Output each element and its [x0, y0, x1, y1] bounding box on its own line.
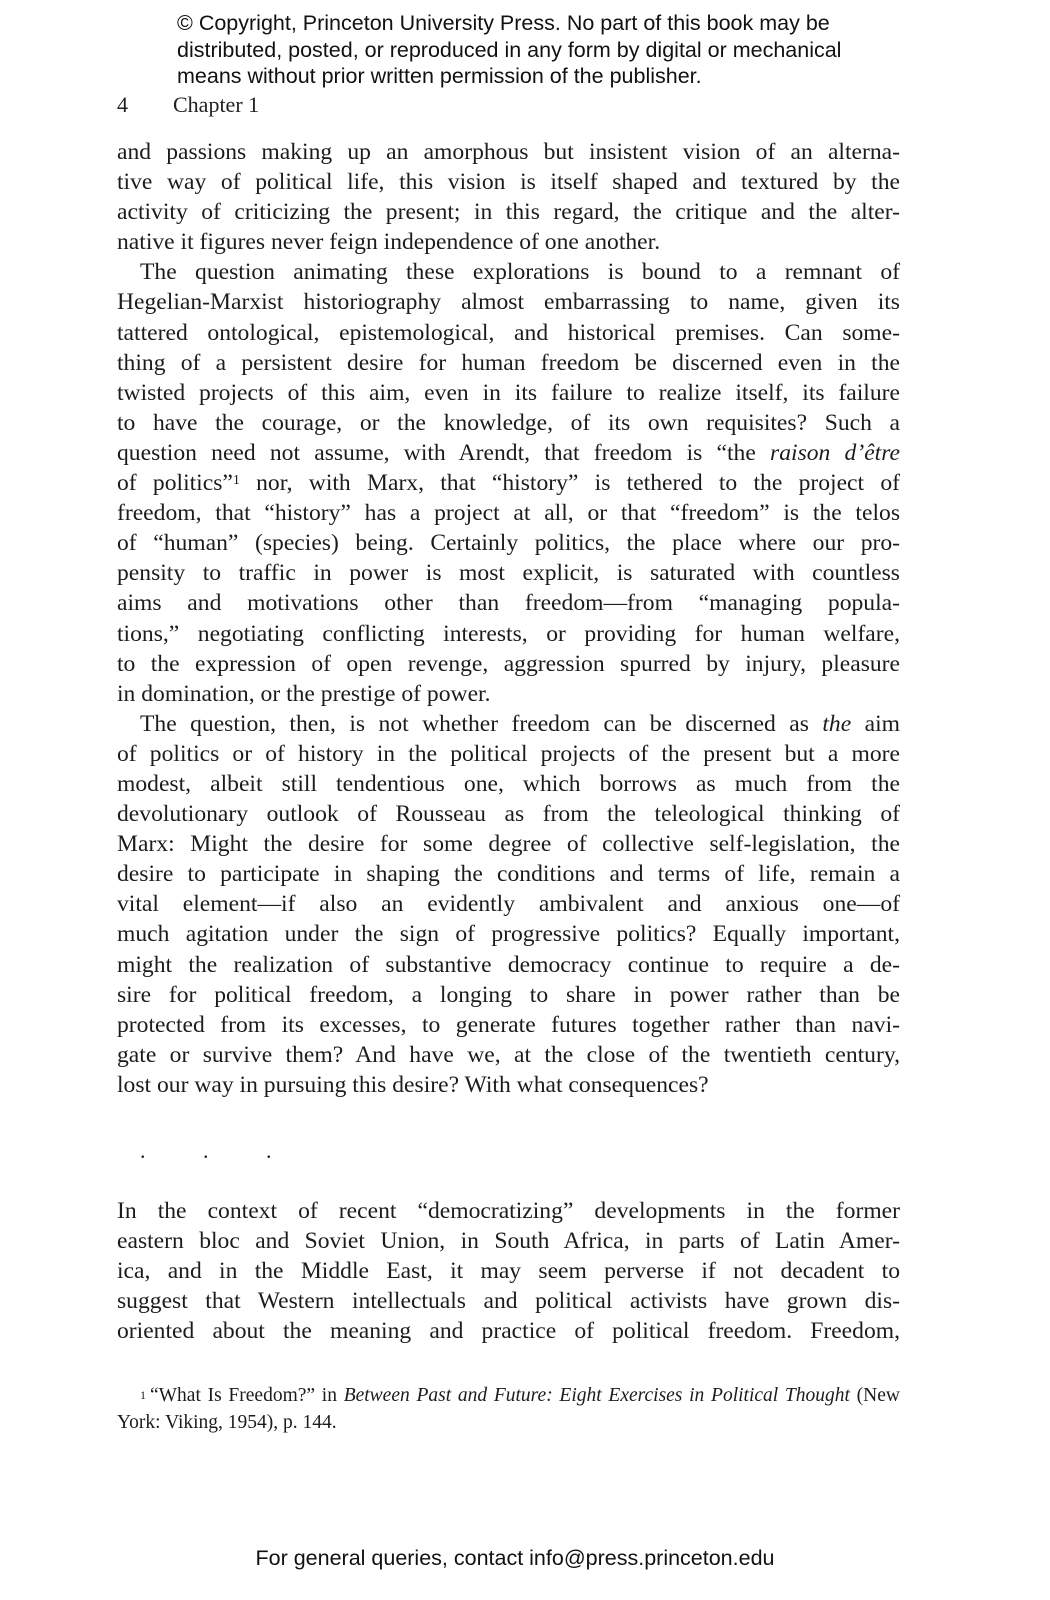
italic-text: raison d’être [770, 439, 900, 466]
text-line [117, 498, 900, 528]
page-number: 4 [117, 92, 128, 117]
text-line [117, 739, 900, 769]
italic-text: the [822, 710, 852, 737]
text-line-content: to have the courage, or the knowledge, of its own requisites? Such a [117, 409, 900, 436]
text-line [117, 197, 900, 227]
text-line [117, 468, 900, 498]
text-line-content: tions,” negotiating conflicting interests, or providing for human welfare, [117, 620, 900, 647]
text-line [117, 709, 900, 739]
text-line-content: of “human” (species) being. Certainly politics, the place where our pro- [117, 530, 900, 557]
text-line [117, 889, 900, 919]
text-line-content: desire to participate in shaping the conditions and terms of life, remain a [117, 861, 900, 888]
text-line-content: of politics”$^1$ nor, with Marx, that “history” is tethered to the project of [117, 470, 900, 497]
text-line-content: twisted projects of this aim, even in its failure to realize itself, its failure [117, 379, 900, 406]
text-line [117, 1070, 900, 1100]
text-line [117, 649, 900, 679]
text-line-content: sire for political freedom, a longing to share in power rather than be [117, 981, 900, 1008]
footnote-book-title: Between Past and Future: Eight Exercises in Political Thought [343, 1385, 850, 1406]
text-line [117, 227, 900, 257]
footnote-text: “What Is Freedom?” in [150, 1385, 344, 1406]
text-line-content: ica, and in the Middle East, it may seem perverse if not decadent to [117, 1258, 900, 1285]
text-line-content: activity of criticizing the present; in this regard, the critique and the alter- [117, 199, 900, 226]
text-line-content: thing of a persistent desire for human freedom be discerned even in the [117, 349, 900, 376]
text-line [117, 348, 900, 378]
text-line [117, 679, 900, 709]
text-line-content: devolutionary outlook of Rousseau as from the teleological thinking of [117, 801, 900, 828]
text-line [117, 1040, 900, 1070]
text-line-content: to the expression of open revenge, aggression spurred by injury, pleasure [117, 650, 900, 677]
text-line [117, 950, 900, 980]
text-line-content: tattered ontological, epistemological, and historical premises. Can some- [117, 319, 900, 346]
text-line-content: of politics or of history in the political projects of the present but a more [117, 740, 900, 767]
text-line-content: In the context of recent “democratizing” developments in the former [117, 1198, 900, 1224]
section-break: . . . [140, 1138, 298, 1163]
text-line [117, 619, 900, 649]
text-line-content: tive way of political life, this vision is itself shaped and textured by the [117, 169, 900, 196]
text-line-content: The question, then, is not whether freedom can be discerned as the aim [140, 710, 900, 737]
text-line [117, 438, 900, 468]
text-line [117, 257, 900, 287]
footnote-reference[interactable]: 1 [232, 473, 240, 489]
text-line-content: The question animating these explorations is bound to a remnant of [140, 259, 900, 286]
text-line [117, 558, 900, 588]
paragraph [117, 1196, 900, 1346]
text-line-content: Marx: Might the desire for some degree of collective self-legislation, the [117, 831, 900, 858]
text-line-content: much agitation under the sign of progressive politics? Equally important, [117, 921, 900, 948]
text-line [117, 167, 900, 197]
paragraph [117, 137, 900, 257]
text-line-content: and passions making up an amorphous but insistent vision of an alterna- [117, 139, 900, 165]
text-line-content: vital element—if also an evidently ambivalent and anxious one—of [117, 891, 900, 918]
text-line-content: eastern bloc and Soviet Union, in South Africa, in parts of Latin Amer- [117, 1228, 900, 1255]
text-line-content: in domination, or the prestige of power. [117, 680, 491, 707]
text-line-content: protected from its excesses, to generate futures together rather than navi- [117, 1011, 900, 1038]
text-line [117, 137, 900, 167]
contact-footer: For general queries, contact info@press.princeton.edu [255, 1546, 775, 1570]
footnote-marker: 1 [140, 1388, 146, 1402]
text-line-content: gate or survive them? And have we, at the close of the twentieth century, [117, 1041, 900, 1068]
text-line-content: question need not assume, with Arendt, that freedom is “the raison d’être [117, 439, 900, 466]
text-line [117, 318, 900, 348]
text-line-content: suggest that Western intellectuals and political activists have grown dis- [117, 1288, 900, 1315]
footnote [117, 1383, 900, 1436]
body-text [117, 137, 900, 1100]
text-line-content: pensity to traffic in power is most explicit, is saturated with countless [117, 560, 900, 587]
text-line [117, 408, 900, 438]
footnote-line: York: Viking, 1954), p. 144. [117, 1411, 337, 1433]
text-line-content: oriented about the meaning and practice of political freedom. Freedom, [117, 1318, 900, 1345]
copyright-notice [177, 10, 897, 90]
copyright-line: means without prior written permission of the publisher. [177, 64, 702, 88]
text-line-content: aims and motivations other than freedom—from “managing popula- [117, 590, 900, 617]
text-line [117, 829, 900, 859]
text-line [117, 919, 900, 949]
text-line-content: Hegelian-Marxist historiography almost embarrassing to name, given its [117, 289, 900, 316]
text-line-content: native it figures never feign independence of one another. [117, 229, 661, 256]
running-head [117, 91, 259, 119]
text-line-content: freedom, that “history” has a project at all, or that “freedom” is the telos [117, 500, 900, 527]
text-line [117, 378, 900, 408]
text-line [117, 859, 900, 889]
text-line [117, 1226, 900, 1256]
footnote-line [117, 1383, 900, 1410]
text-line [117, 1316, 900, 1346]
copyright-line: distributed, posted, or reproduced in any form by digital or mechanical [177, 37, 842, 62]
text-line-content: modest, albeit still tendentious one, which borrows as much from the [117, 770, 900, 797]
copyright-line: © Copyright, Princeton University Press. No part of this book may be [177, 11, 830, 35]
text-line [117, 1196, 900, 1226]
text-line [117, 588, 900, 618]
text-line [117, 980, 900, 1010]
text-line [117, 287, 900, 317]
text-line [117, 528, 900, 558]
text-line [117, 1286, 900, 1316]
footnote-text: (New [849, 1385, 900, 1406]
text-line [117, 1010, 900, 1040]
paragraph [117, 709, 900, 1100]
text-line-content: lost our way in pursuing this desire? With what consequences? [117, 1071, 709, 1098]
text-line [117, 1256, 900, 1286]
text-line [117, 769, 900, 799]
paragraph [117, 257, 900, 708]
section-two-text [117, 1196, 900, 1346]
text-line [117, 799, 900, 829]
text-line-content: might the realization of substantive democracy continue to require a de- [117, 951, 900, 978]
chapter-title: Chapter 1 [173, 92, 260, 117]
